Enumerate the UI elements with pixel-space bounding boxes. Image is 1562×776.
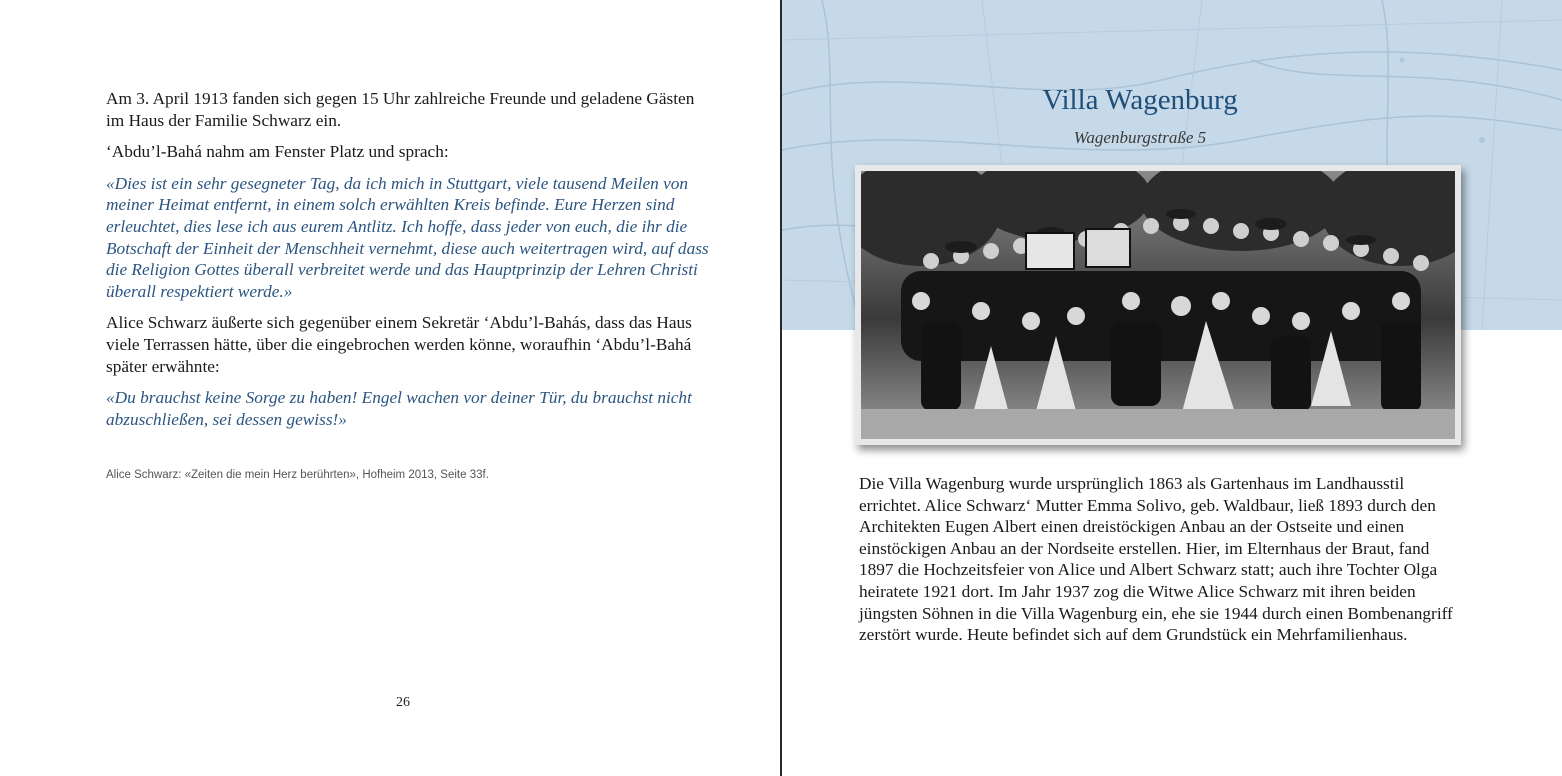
page-subtitle: Wagenburgstraße 5 [1073,128,1207,147]
left-page-text [106,88,710,440]
left-page [0,0,780,776]
right-page-body: Die Villa Wagenburg wurde ursprünglich 1863 als Gartenhaus im Landhausstil errichtet. Alice Schwarz‘ Mutter Emma Solivo, geb. Waldbaur, ließ 1893 durch den Architekten Eugen Albert einen dreistöckigen Anbau an der Ostseite und einen einstöckigen Anbau an der Nordseite erstellen. Hier, im Elternhaus der Braut, fand 1897 die Hochzeitsfeier von Alice und Albert Schwarz statt; auch ihre Tochter Olga heiratete 1921 dort. Im Jahr 1937 zog die Witwe Alice Schwarz mit ihren beiden jüngsten Söhnen in die Villa Wagenburg ein, ehe sie 1944 durch einen Bombenangriff zerstört wurde. Heute befindet sich auf dem Grundstück ein Mehrfamilienhaus. [859,474,1453,645]
right-page [782,0,1562,776]
source-citation: Alice Schwarz: «Zeiten die mein Herz berührten», Hofheim 2013, Seite 33f. [106,469,489,481]
page-number: 26 [396,695,410,710]
paragraph-intro: Am 3. April 1913 fanden sich gegen 15 Uhr zahlreiche Freunde und geladene Gästen im Haus der Familie Schwarz ein. [106,89,695,130]
page-title: Villa Wagenburg [1042,84,1238,116]
quote-stuttgart: «Dies ist ein sehr gesegneter Tag, da ich mich in Stuttgart, viele tausend Meilen von meiner Heimat entfernt, in einem solch erwählten Kreis befinde. Eure Herzen sind erleuchtet, dies lese ich aus eurem Antlitz. Ich hoffe, dass jeder von euch, die ihr die Botschaft der Einheit der Menschheit vernehmt, diese auch weitertragen wird, auf dass die Religion Gottes überall verbreitet werde und das Hauptprinzip der Lehren Christi überall respektiert werde.» [106,173,709,301]
paragraph-alice-schwarz: Alice Schwarz äußerte sich gegenüber einem Sekretär ‘Abdu’l-Bahás, dass das Haus viele Terrassen hätte, über die eingebrochen werden könne, woraufhin ‘Abdu’l-Bahá später erwähnte: [106,313,692,376]
group-photo [861,171,1455,439]
group-photo-frame [855,165,1461,445]
quote-engel: «Du brauchst keine Sorge zu haben! Engel wachen vor deiner Tür, du brauchst nicht abzuschließen, sei dessen gewiss!» [106,388,692,429]
paragraph-abdul-baha: ‘Abdu’l-Bahá nahm am Fenster Platz und sprach: [106,142,449,162]
group-photo-illustration [861,171,1455,439]
